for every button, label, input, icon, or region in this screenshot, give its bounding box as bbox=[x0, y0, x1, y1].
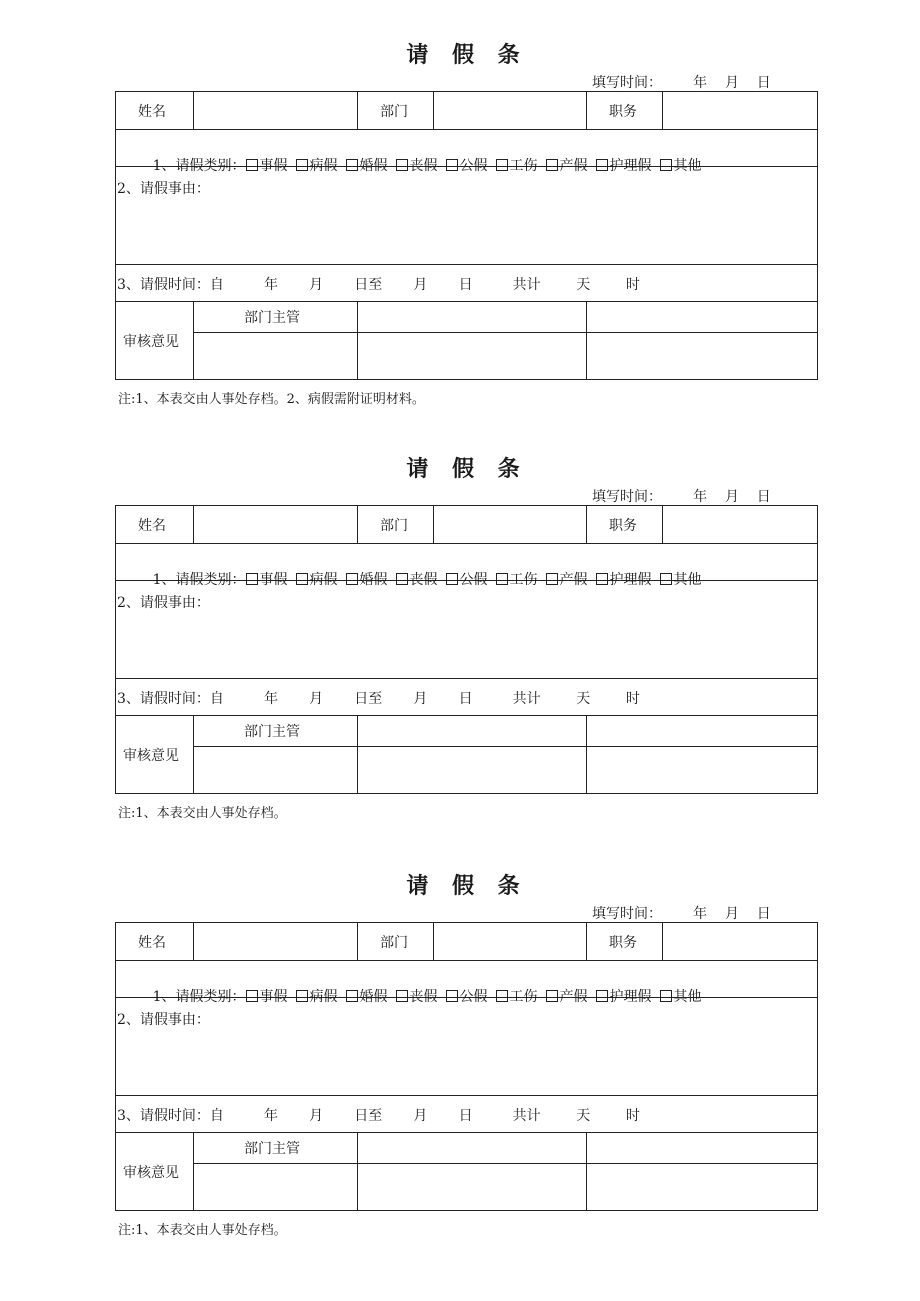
leave-type-option-label: 其他 bbox=[673, 572, 702, 588]
leave-type-option-label: 产假 bbox=[559, 572, 588, 588]
form-table bbox=[115, 91, 818, 380]
leave-type-option-label: 事假 bbox=[259, 572, 288, 588]
leave-type-option-label: 护理假 bbox=[609, 158, 652, 174]
leave-reason-label: 2、请假事由： bbox=[117, 181, 210, 197]
position-field[interactable] bbox=[663, 92, 817, 129]
leave-type-option-label: 病假 bbox=[309, 572, 338, 588]
leave-type-label: 1、请假类别： bbox=[152, 989, 246, 1005]
name-label: 姓名 bbox=[138, 518, 166, 534]
leave-type-option-label: 婚假 bbox=[359, 158, 388, 174]
leave-type-option-label: 公假 bbox=[459, 989, 488, 1005]
leave-type-option-label: 公假 bbox=[459, 158, 488, 174]
fill-date: 填写时间： 年 月 日 bbox=[592, 489, 771, 505]
leave-type-option-label: 护理假 bbox=[609, 989, 652, 1005]
leave-type-option-label: 病假 bbox=[309, 158, 338, 174]
leave-time-row: 3、请假时间：自 年 月 日至 月 日 共计 天 时 bbox=[117, 277, 640, 293]
supervisor-opinion-field[interactable] bbox=[194, 747, 356, 792]
form-title: 请 假 条 bbox=[406, 43, 528, 68]
leave-type-option-label: 公假 bbox=[459, 572, 488, 588]
department-label: 部门 bbox=[380, 104, 408, 120]
leave-type-option-label: 婚假 bbox=[359, 989, 388, 1005]
form-title: 请 假 条 bbox=[406, 457, 528, 482]
supervisor-label: 部门主管 bbox=[244, 310, 300, 326]
name-field[interactable] bbox=[194, 506, 356, 543]
fill-date: 填写时间： 年 月 日 bbox=[592, 906, 771, 922]
supervisor-label: 部门主管 bbox=[244, 1141, 300, 1157]
review-label: 审核意见 bbox=[123, 748, 179, 764]
name-field[interactable] bbox=[194, 92, 356, 129]
review-label: 审核意见 bbox=[123, 1165, 179, 1181]
department-field[interactable] bbox=[434, 92, 585, 129]
leave-reason-field[interactable] bbox=[216, 167, 816, 263]
leave-type-option-label: 事假 bbox=[259, 158, 288, 174]
leave-type-option-label: 产假 bbox=[559, 989, 588, 1005]
form-table bbox=[115, 922, 818, 1211]
leave-type-option-label: 丧假 bbox=[409, 572, 438, 588]
name-label: 姓名 bbox=[138, 935, 166, 951]
leave-type-option-label: 事假 bbox=[259, 989, 288, 1005]
fill-date: 填写时间： 年 月 日 bbox=[592, 75, 771, 91]
department-label: 部门 bbox=[380, 518, 408, 534]
leave-type-option-label: 其他 bbox=[673, 989, 702, 1005]
department-field[interactable] bbox=[434, 506, 585, 543]
leave-type-option-label: 病假 bbox=[309, 989, 338, 1005]
leave-type-option-label: 丧假 bbox=[409, 158, 438, 174]
supervisor-opinion-field[interactable] bbox=[194, 1164, 356, 1209]
leave-type-option-label: 丧假 bbox=[409, 989, 438, 1005]
position-label: 职务 bbox=[609, 104, 637, 120]
leave-reason-field[interactable] bbox=[216, 581, 816, 677]
leave-reason-field[interactable] bbox=[216, 998, 816, 1094]
position-field[interactable] bbox=[663, 506, 817, 543]
supervisor-opinion-field[interactable] bbox=[194, 333, 356, 378]
leave-type-option-label: 产假 bbox=[559, 158, 588, 174]
position-label: 职务 bbox=[609, 518, 637, 534]
leave-type-label: 1、请假类别： bbox=[152, 158, 246, 174]
form-note: 注:1、本表交由人事处存档。 bbox=[118, 1223, 287, 1238]
form-note: 注:1、本表交由人事处存档。 bbox=[118, 806, 287, 821]
leave-type-label: 1、请假类别： bbox=[152, 572, 246, 588]
supervisor-label: 部门主管 bbox=[244, 724, 300, 740]
leave-type-option-label: 工伤 bbox=[509, 989, 538, 1005]
department-field[interactable] bbox=[434, 923, 585, 960]
form-note: 注:1、本表交由人事处存档。2、病假需附证明材料。 bbox=[118, 392, 425, 407]
name-field[interactable] bbox=[194, 923, 356, 960]
form-table bbox=[115, 505, 818, 794]
leave-time-row: 3、请假时间：自 年 月 日至 月 日 共计 天 时 bbox=[117, 1108, 640, 1124]
leave-type-option-label: 其他 bbox=[673, 158, 702, 174]
position-label: 职务 bbox=[609, 935, 637, 951]
leave-reason-label: 2、请假事由： bbox=[117, 1012, 210, 1028]
leave-type-option-label: 工伤 bbox=[509, 572, 538, 588]
leave-type-option-label: 工伤 bbox=[509, 158, 538, 174]
leave-type-option-label: 护理假 bbox=[609, 572, 652, 588]
leave-type-option-label: 婚假 bbox=[359, 572, 388, 588]
leave-reason-label: 2、请假事由： bbox=[117, 595, 210, 611]
leave-time-row: 3、请假时间：自 年 月 日至 月 日 共计 天 时 bbox=[117, 691, 640, 707]
position-field[interactable] bbox=[663, 923, 817, 960]
department-label: 部门 bbox=[380, 935, 408, 951]
form-title: 请 假 条 bbox=[406, 874, 528, 899]
name-label: 姓名 bbox=[138, 104, 166, 120]
review-label: 审核意见 bbox=[123, 334, 179, 350]
